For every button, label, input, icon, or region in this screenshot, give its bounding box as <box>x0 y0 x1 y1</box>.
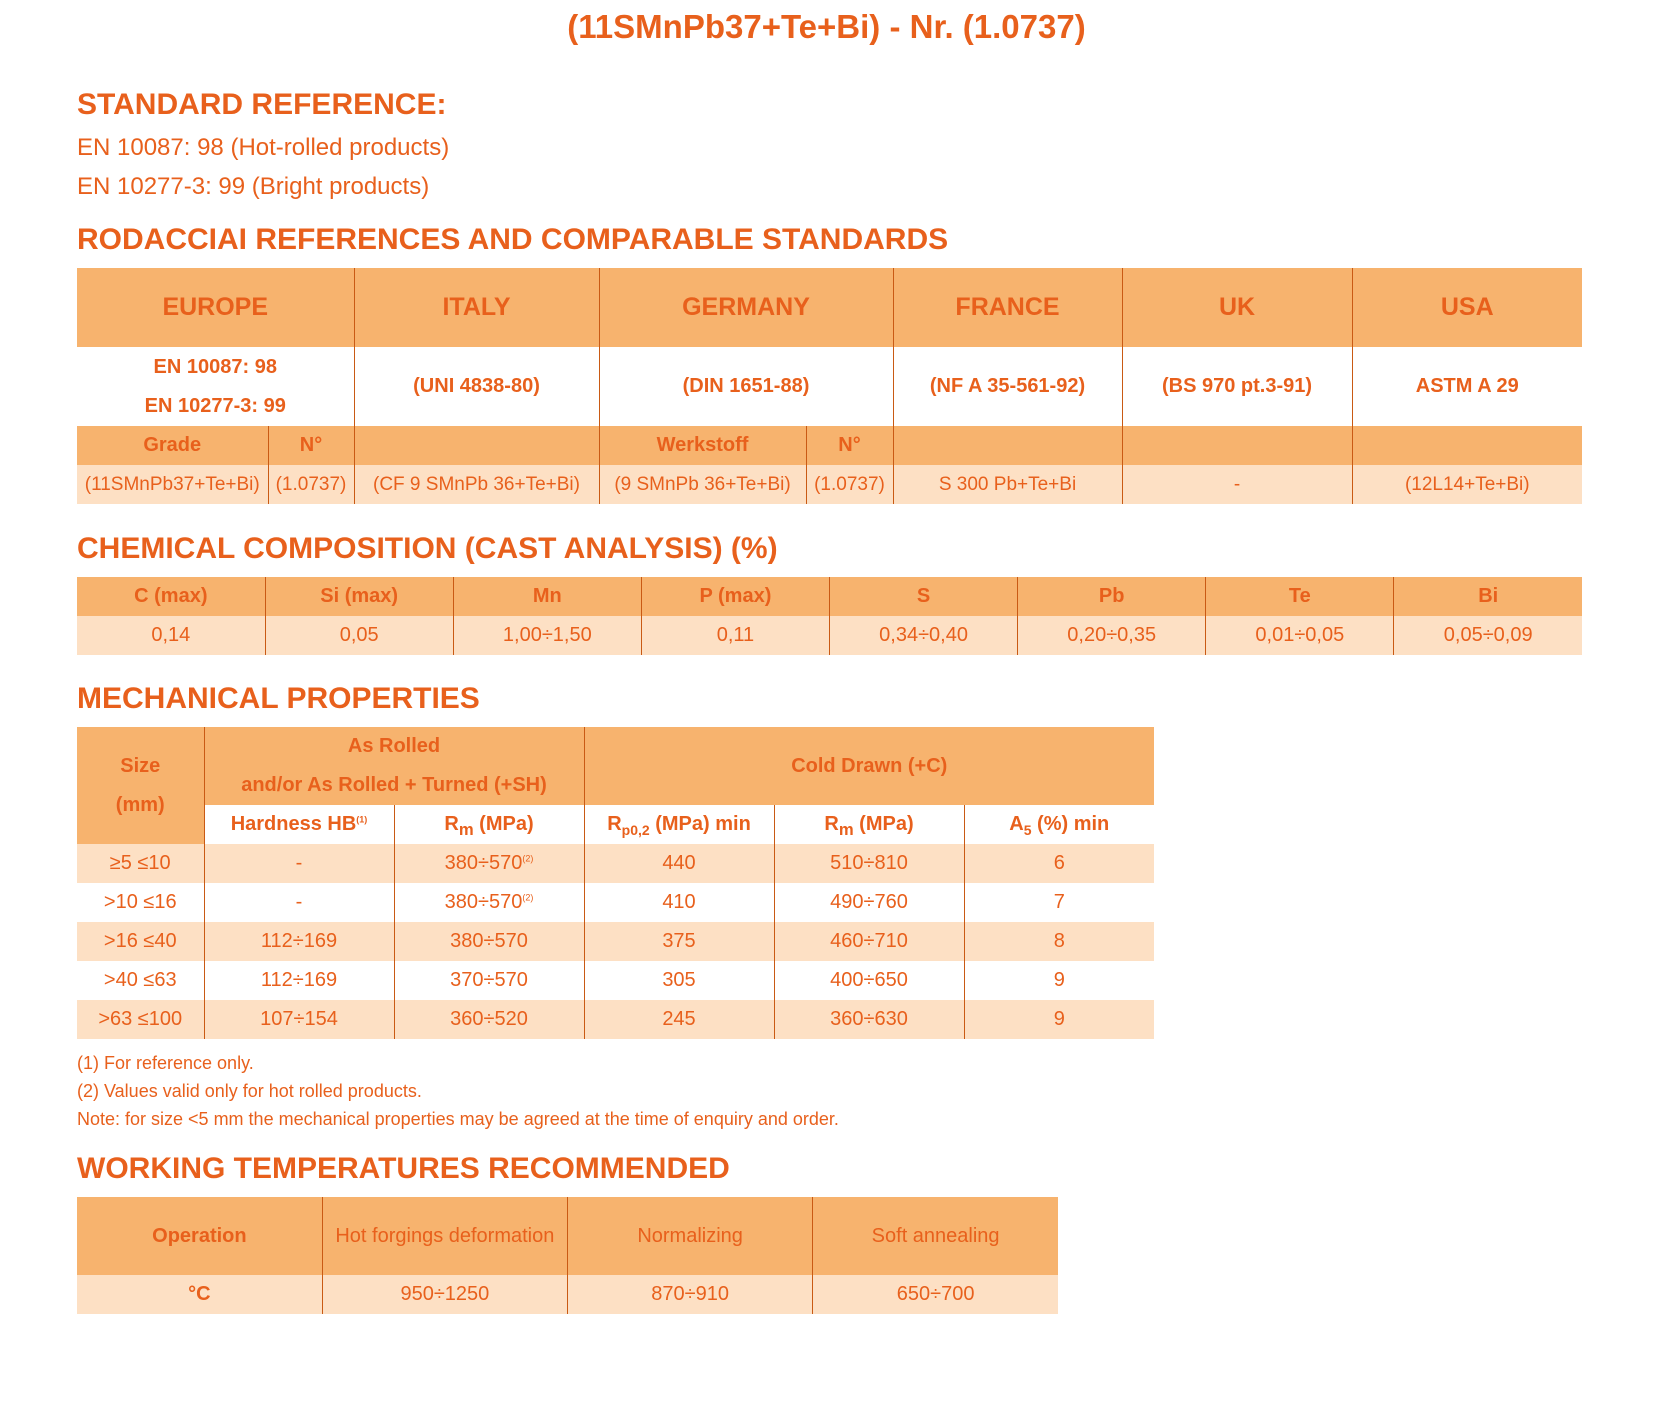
subheader-empty <box>893 426 1122 465</box>
page-title: (11SMnPb37+Te+Bi) - Nr. (1.0737) <box>567 8 1086 45</box>
cell-rp: 305 <box>584 961 774 1000</box>
chem-header: Mn <box>453 577 641 616</box>
cell-size: >40 ≤63 <box>77 961 204 1000</box>
cold-drawn-header: Cold Drawn (+C) <box>791 754 948 777</box>
references-table <box>77 268 1582 504</box>
cell-size: ≥5 ≤10 <box>77 844 204 883</box>
cell-a5: 8 <box>1053 930 1065 952</box>
cell-hb: - <box>204 883 394 922</box>
chem-header: Pb <box>1018 577 1206 616</box>
table-row <box>77 922 1154 961</box>
standard-reference-line: EN 10277-3: 99 (Bright products) <box>77 173 430 200</box>
table-row <box>77 961 1154 1000</box>
col-rp-symbol: R <box>607 813 622 835</box>
temp-unit: °C <box>77 1275 322 1314</box>
cell-rp: 410 <box>584 883 774 922</box>
chem-header: Te <box>1206 577 1394 616</box>
cell-a5: 9 <box>1053 969 1065 991</box>
chem-value: 0,20÷0,35 <box>1018 616 1206 655</box>
cell-rm-value: 380÷570 <box>444 891 523 913</box>
cell-hb: 107÷154 <box>204 1000 394 1039</box>
chem-header: Si (max) <box>265 577 453 616</box>
footnote-1-marker: (1) <box>356 814 368 825</box>
cell-size: >10 ≤16 <box>77 883 204 922</box>
col-rm2-unit: (MPa) <box>853 813 914 835</box>
subheader-no: N° <box>806 426 893 465</box>
chem-header: S <box>830 577 1018 616</box>
cell-size: >63 ≤100 <box>77 1000 204 1039</box>
col-rp-unit: (MPa) min <box>649 813 751 835</box>
standard-france: (NF A 35-561-92) <box>893 347 1122 426</box>
subheader-empty <box>354 426 599 465</box>
value-italy: (CF 9 SMnPb 36+Te+Bi) <box>354 465 599 504</box>
country-europe: EUROPE <box>77 268 354 347</box>
col-rm-sub: m <box>458 820 474 839</box>
col-hardness-label: Hardness HB <box>230 813 357 835</box>
cell-a5: 9 <box>1053 1008 1065 1030</box>
col-rm-unit: (MPa) <box>473 813 534 835</box>
chem-value: 0,34÷0,40 <box>830 616 1018 655</box>
chem-value: 0,05 <box>265 616 453 655</box>
cell-a5: 6 <box>1053 852 1065 874</box>
col-a5-unit: (%) min <box>1031 813 1110 835</box>
cell-rm2: 510÷810 <box>774 844 964 883</box>
cell-rm: 370÷570 <box>394 961 584 1000</box>
footnote: (1) For reference only. <box>77 1053 254 1073</box>
cell-hb: 112÷169 <box>204 922 394 961</box>
cell-size: >16 ≤40 <box>77 922 204 961</box>
cell-rp: 440 <box>584 844 774 883</box>
country-germany: GERMANY <box>599 268 893 347</box>
value-europe-no: (1.0737) <box>268 465 354 504</box>
value-europe-grade: (11SMnPb37+Te+Bi) <box>77 465 268 504</box>
col-rm2-symbol: R <box>824 813 839 835</box>
standard-usa: ASTM A 29 <box>1415 375 1519 397</box>
chem-header: Bi <box>1478 585 1499 607</box>
cell-hb: - <box>204 844 394 883</box>
as-rolled-subheader: and/or As Rolled + Turned (+SH) <box>204 766 584 805</box>
cell-rm2: 360÷630 <box>774 1000 964 1039</box>
col-hardness <box>204 805 394 844</box>
table-row <box>77 1000 1154 1039</box>
temp-header: Soft annealing <box>871 1224 1000 1247</box>
temp-header: Normalizing <box>568 1197 813 1275</box>
cell-rm: 360÷520 <box>394 1000 584 1039</box>
temperatures-table <box>77 1197 1058 1314</box>
subheader-werkstoff: Werkstoff <box>599 426 806 465</box>
chem-header: C (max) <box>77 577 265 616</box>
footnote: (2) Values valid only for hot rolled products. <box>77 1081 422 1101</box>
subheader-no: N° <box>268 426 354 465</box>
chem-value: 1,00÷1,50 <box>453 616 641 655</box>
country-uk: UK <box>1122 268 1352 347</box>
standard-uk: (BS 970 pt.3-91) <box>1122 347 1352 426</box>
cell-rm2: 490÷760 <box>774 883 964 922</box>
value-germany-no: (1.0737) <box>806 465 893 504</box>
value-usa: (12L14+Te+Bi) <box>1404 473 1530 495</box>
col-rm <box>394 805 584 844</box>
footnote: Note: for size <5 mm the mechanical properties may be agreed at the time of enquiry and order. <box>77 1109 839 1129</box>
col-rm-symbol: R <box>444 813 459 835</box>
standard-italy: (UNI 4838-80) <box>354 347 599 426</box>
standard-europe <box>77 347 354 426</box>
mechanical-heading: MECHANICAL PROPERTIES <box>77 682 480 715</box>
temp-value: 650÷700 <box>896 1283 975 1305</box>
size-unit: (mm) <box>115 793 165 816</box>
table-row <box>77 883 1154 922</box>
col-a5 <box>964 805 1154 844</box>
chem-value: 0,14 <box>77 616 265 655</box>
subheader-grade: Grade <box>77 426 268 465</box>
col-rp <box>584 805 774 844</box>
cell-hb: 112÷169 <box>204 961 394 1000</box>
cell-rm <box>394 883 584 922</box>
col-rm2 <box>774 805 964 844</box>
standard-reference-line: EN 10087: 98 (Hot-rolled products) <box>77 134 450 161</box>
col-a5-symbol: A <box>1009 813 1024 835</box>
standard-europe-2: EN 10277-3: 99 <box>144 394 286 417</box>
standard-europe-1: EN 10087: 98 <box>153 355 277 378</box>
temperatures-heading: WORKING TEMPERATURES RECOMMENDED <box>77 1152 730 1185</box>
cell-a5: 7 <box>1053 891 1065 913</box>
standard-reference-heading: STANDARD REFERENCE: <box>77 88 447 121</box>
col-rp-sub: p0,2 <box>621 822 650 838</box>
temp-value: 950÷1250 <box>322 1275 567 1314</box>
temp-header: Hot forgings deformation <box>322 1197 567 1275</box>
value-uk: - <box>1122 465 1352 504</box>
cell-rm <box>394 844 584 883</box>
cell-rm2: 460÷710 <box>774 922 964 961</box>
cell-rp: 375 <box>584 922 774 961</box>
references-heading: RODACCIAI REFERENCES AND COMPARABLE STANDARDS <box>77 223 949 256</box>
cell-rp: 245 <box>584 1000 774 1039</box>
chemical-heading: CHEMICAL COMPOSITION (CAST ANALYSIS) (%) <box>77 532 778 565</box>
table-row <box>77 844 1154 883</box>
col-a5-sub: 5 <box>1023 822 1032 838</box>
value-germany-grade: (9 SMnPb 36+Te+Bi) <box>599 465 806 504</box>
chem-value: 0,11 <box>641 616 829 655</box>
standard-germany: (DIN 1651-88) <box>599 347 893 426</box>
chem-value: 0,01÷0,05 <box>1206 616 1394 655</box>
cell-rm-value: 380÷570 <box>444 852 523 874</box>
col-rm2-sub: m <box>838 820 854 839</box>
country-france: FRANCE <box>893 268 1122 347</box>
chem-header: P (max) <box>641 577 829 616</box>
country-usa: USA <box>1440 293 1494 321</box>
country-italy: ITALY <box>354 268 599 347</box>
chemical-table <box>77 577 1582 655</box>
temp-value: 870÷910 <box>568 1275 813 1314</box>
subheader-empty <box>1122 426 1352 465</box>
footnote-2-marker: (2) <box>522 853 534 864</box>
as-rolled-header: As Rolled <box>204 727 584 766</box>
size-header <box>77 727 204 844</box>
footnote-2-marker: (2) <box>522 892 534 903</box>
mechanical-table <box>77 727 1154 1039</box>
chem-value: 0,05÷0,09 <box>1443 624 1533 646</box>
temp-header: Operation <box>77 1197 322 1275</box>
size-label: Size <box>120 754 161 777</box>
cell-rm2: 400÷650 <box>774 961 964 1000</box>
subheader-empty <box>1352 426 1582 465</box>
cell-rm: 380÷570 <box>394 922 584 961</box>
value-france: S 300 Pb+Te+Bi <box>893 465 1122 504</box>
